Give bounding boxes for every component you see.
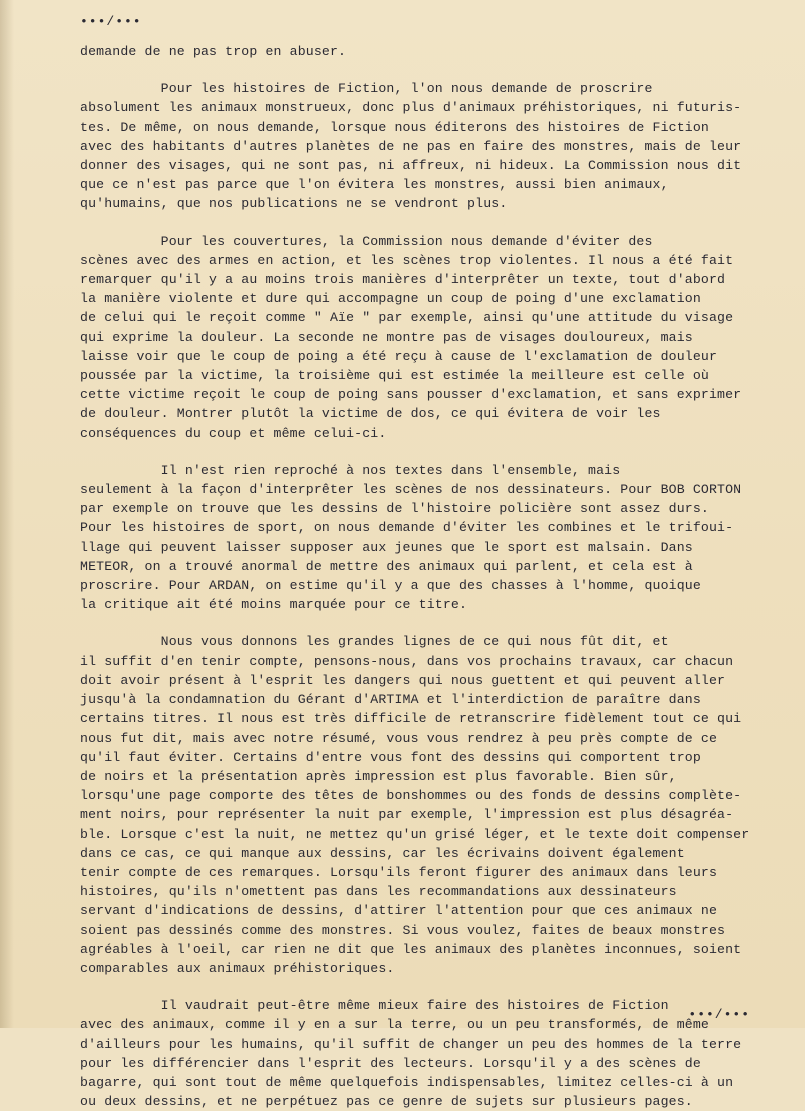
page-edge-shadow [0,0,14,1028]
text-line: certains titres. Il nous est très difficile de retranscrire fidèlement tout ce qui [80,711,742,727]
text-line: de noirs et la présentation après impression est plus favorable. Bien sûr, [80,768,677,784]
text-line: lorsqu'une page comporte des têtes de bonshommes ou des fonds de dessins complète- [80,788,742,804]
text-line: laisse voir que le coup de poing a été reçu à cause de l'exclamation de douleur [80,348,718,364]
text-line: la critique ait été moins marquée pour ce titre. [80,597,468,613]
text-line: seulement à la façon d'interprêter les scènes de nos dessinateurs. Pour BOB CORTON [80,482,742,498]
text-line: conséquences du coup et même celui-ci. [80,425,387,441]
text-line: poussée par la victime, la troisième qui est estimée la meilleure est celle où [80,368,709,384]
text-line: Pour les histoires de sport, on nous demande d'éviter les combines et le trifoui- [80,520,734,536]
text-line: soient pas dessinés comme des monstres. Si vous voulez, faites de beaux monstres [80,922,726,938]
text-line: agréables à l'oeil, car rien ne dit que les animaux des planètes inconnues, soient [80,941,742,957]
text-line: de celui qui le reçoit comme " Aïe " par exemple, ainsi qu'une attitude du visage [80,310,734,326]
text-line: dans ce cas, ce qui manque aux dessins, car les écrivains doivent également [80,845,685,861]
text-line: ment noirs, pour représenter la nuit par exemple, l'impression est plus désagréa- [80,807,734,823]
text-line: scènes avec des armes en action, et les scènes trop violentes. Il nous a été fait [80,252,734,268]
text-line: proscrire. Pour ARDAN, on estime qu'il y a que des chasses à l'homme, quoique [80,578,701,594]
text-line: nous fut dit, mais avec notre résumé, vous vous rendrez à peu près compte de ce [80,730,718,746]
text-line: histoires, qu'ils n'omettent pas dans les recommandations aux dessinateurs [80,884,677,900]
text-line: Il vaudrait peut-être même mieux faire des histoires de Fiction [80,998,669,1014]
text-line: Pour les couvertures, la Commission nous demande d'éviter des [80,233,653,249]
text-line: il suffit d'en tenir compte, pensons-nous, dans vos prochains travaux, car chacun [80,653,734,669]
text-line: Nous vous donnons les grandes lignes de ce qui nous fût dit, et [80,634,669,650]
text-line: de douleur. Montrer plutôt la victime de dos, ce qui évitera de voir les [80,406,661,422]
text-line: Pour les histoires de Fiction, l'on nous demande de proscrire [80,81,653,97]
continuation-marker-top: •••/••• [80,14,142,29]
text-line: par exemple on trouve que les dessins de l'histoire policière sont assez durs. [80,501,709,517]
text-line: bagarre, qui sont tout de même quelquefois indispensables, limitez celles-ci à un [80,1074,734,1090]
text-line: remarquer qu'il y a au moins trois manières d'interprêter un texte, tout d'abord [80,272,726,288]
text-line: ble. Lorsque c'est la nuit, ne mettez qu'un grisé léger, et le texte doit compenser [80,826,750,842]
text-line: pour les différencier dans l'esprit des lecteurs. Lorsqu'il y a des scènes de [80,1055,701,1071]
text-line: la manière violente et dure qui accompagne un coup de poing d'une exclamation [80,291,701,307]
text-line: que ce n'est pas parce que l'on évitera les monstres, aussi bien animaux, [80,177,669,193]
text-line: ou deux dessins, et ne perpétuez pas ce genre de sujets sur plusieurs pages. [80,1094,693,1110]
text-line: qu'humains, que nos publications ne se vendront plus. [80,196,508,212]
paragraph [80,461,795,615]
continuation-marker-bottom: •••/••• [688,1007,750,1022]
text-line: Il n'est rien reproché à nos textes dans l'ensemble, mais [80,462,621,478]
text-line: tes. De même, on nous demande, lorsque nous éditerons des histoires de Fiction [80,119,709,135]
paragraph [80,42,795,61]
text-line: METEOR, on a trouvé anormal de mettre des animaux qui parlent, et cela est à [80,558,693,574]
text-line: doit avoir présent à l'esprit les dangers qui nous guettent et qui peuvent aller [80,672,726,688]
text-line: avec des habitants d'autres planètes de ne pas en faire des monstres, mais de leur [80,138,742,154]
paragraph [80,632,795,978]
text-line: comparables aux animaux préhistoriques. [80,960,395,976]
text-line: jusqu'à la condamnation du Gérant d'ARTIMA et l'interdiction de paraître dans [80,692,701,708]
text-line: d'ailleurs pour les humains, qu'il suffit de changer un peu des hommes de la terre [80,1036,742,1052]
text-line: donner des visages, qui ne sont pas, ni affreux, ni hideux. La Commission nous dit [80,158,742,174]
paragraph [80,232,795,443]
paragraph [80,79,795,213]
text-line: absolument les animaux monstrueux, donc plus d'animaux préhistoriques, ni futuris- [80,100,742,116]
letter-body [80,42,795,1111]
text-line: llage qui peuvent laisser supposer aux jeunes que le sport est malsain. Dans [80,539,693,555]
text-line: cette victime reçoit le coup de poing sans pousser d'exclamation, et sans exprimer [80,387,742,403]
text-line: qui exprime la douleur. La seconde ne montre pas de visages douloureux, mais [80,329,693,345]
text-line: demande de ne pas trop en abuser. [80,44,347,59]
text-line: qu'il faut éviter. Certains d'entre vous font des dessins qui comportent trop [80,749,701,765]
text-line: servant d'indications de dessins, d'attirer l'attention pour que ces animaux ne [80,903,718,919]
text-line: avec des animaux, comme il y en a sur la terre, ou un peu transformés, de même [80,1017,709,1033]
text-line: tenir compte de ces remarques. Lorsqu'ils feront figurer des animaux dans leurs [80,864,718,880]
